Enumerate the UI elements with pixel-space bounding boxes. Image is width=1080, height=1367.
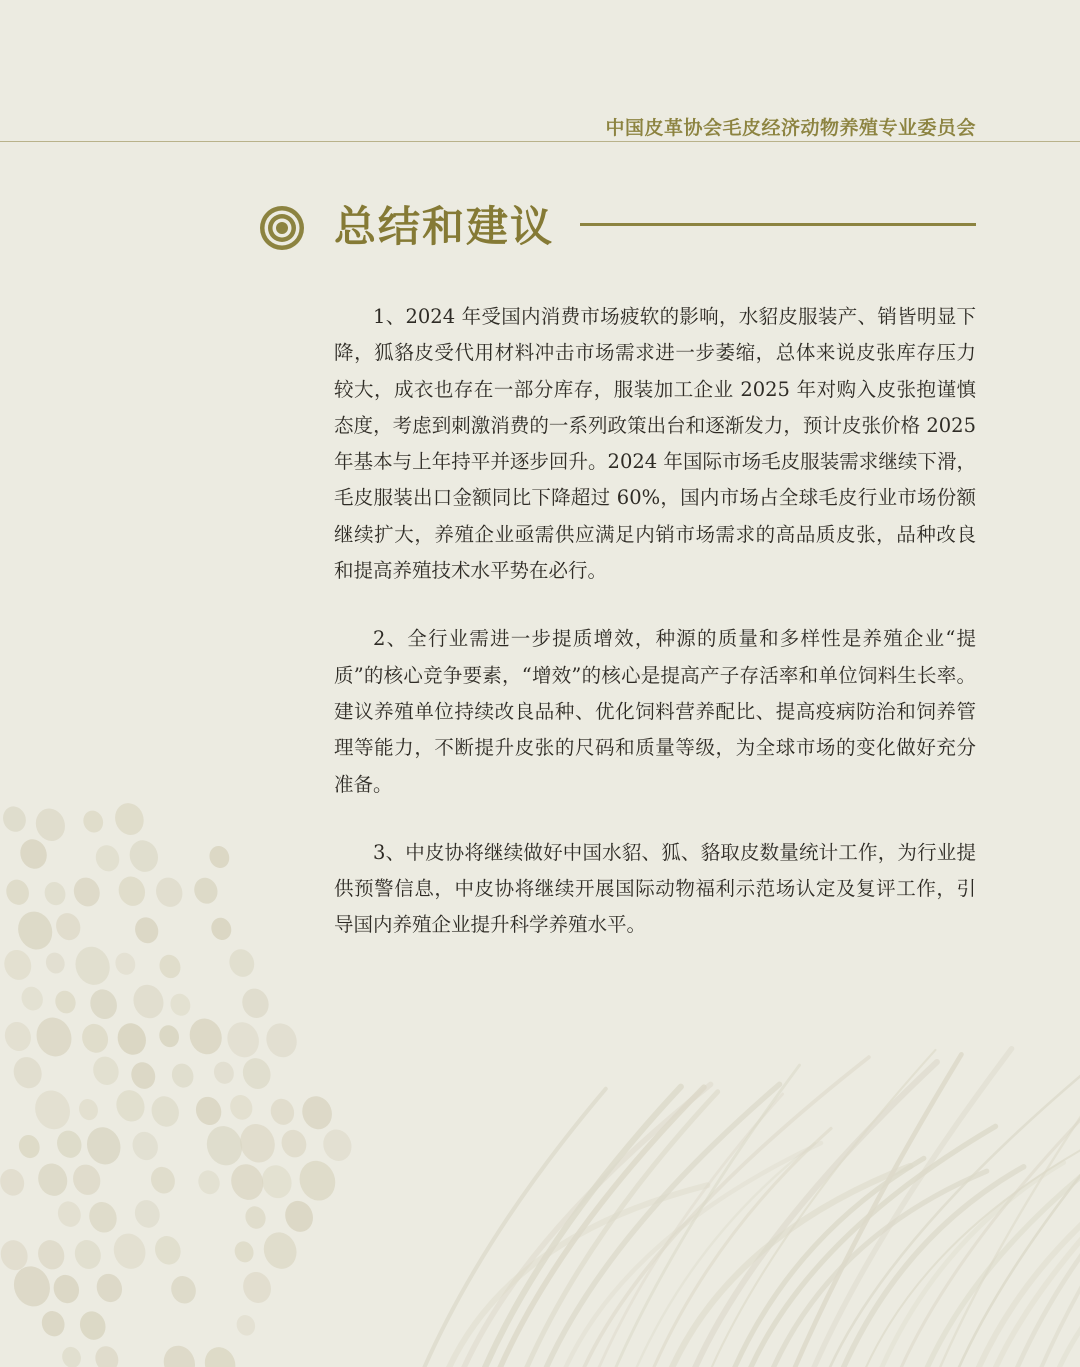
decor-dot (31, 804, 69, 845)
decor-dot (152, 874, 187, 911)
decor-dot (43, 950, 68, 976)
decor-dot (129, 1128, 162, 1163)
decor-dot (70, 942, 115, 990)
decor-dot (76, 1096, 101, 1122)
decor-dot (82, 1122, 126, 1169)
decor-dot (125, 836, 162, 876)
decor-dot (147, 1092, 183, 1130)
decor-dot (169, 1061, 197, 1091)
decor-dot (211, 1059, 237, 1087)
decor-dot (30, 1086, 76, 1135)
decor-dot (128, 1059, 159, 1092)
decor-dot (191, 874, 221, 907)
decor-dot (16, 836, 51, 873)
decor-dot (111, 799, 148, 839)
decor-dot (226, 946, 259, 981)
decor-dot (115, 873, 150, 910)
decor-dot (80, 808, 106, 836)
decor-dot (54, 1198, 84, 1230)
header-organization: 中国皮革协会毛皮经济动物养殖专业委员会 (605, 117, 976, 139)
decor-dot (89, 1053, 122, 1089)
decor-dot (59, 1344, 84, 1367)
decor-dot (281, 1197, 317, 1236)
decor-stroke (496, 1087, 704, 1367)
decor-dot (71, 1236, 105, 1272)
concentric-circles-icon (258, 204, 306, 252)
decor-dot (167, 1273, 199, 1307)
section-title: 总结和建议 (334, 202, 555, 251)
decor-dot (151, 1232, 185, 1268)
decor-dot (34, 1236, 68, 1273)
decor-dot (109, 1229, 150, 1273)
decor-dot (235, 1119, 280, 1167)
decor-dot (206, 843, 232, 871)
decor-dot (222, 1018, 263, 1062)
decor-dot (52, 910, 84, 944)
decor-dot (208, 915, 234, 943)
decor-dot (167, 991, 193, 1019)
paragraph-1: 1、2024 年受国内消费市场疲软的影响，水貂皮服装产、销皆明显下降，狐貉皮受代用材料冲击市场需求进一步萎缩，总体来说皮张库存压力较大，成衣也存在一部分库存，服装加工企业 2025 年对购入皮张抱谨慎态度，考虑到刺激消费的一系列政策出台和逐渐发力，预计皮张价格 2025 年基本与上年持平并逐步回升。2024 年国际市场毛皮服装需求继续下滑，毛皮服装出口金额同比下降超过 60%，国内市场占全球毛皮行业市场份额继续扩大，养殖企业亟需供应满足内销市场需求的高品质皮张，品种改良和提高养殖技术水平势在必行。 (334, 305, 976, 583)
decor-dot (0, 1166, 28, 1200)
decor-dot (262, 1019, 302, 1061)
decor-dot (242, 1203, 268, 1231)
decor-dot (34, 1159, 72, 1200)
decor-stroke (420, 1089, 606, 1367)
decor-dot (267, 1095, 298, 1128)
decor-dot (234, 1312, 258, 1338)
decor-dot (92, 1343, 122, 1367)
decor-dot (52, 988, 79, 1016)
header-divider (0, 141, 1080, 142)
decor-dot (147, 1164, 178, 1197)
decor-dot (50, 1271, 83, 1306)
decor-stroke (810, 1049, 1012, 1367)
decor-stroke (612, 1065, 800, 1367)
decor-dot (0, 803, 29, 835)
decor-dot (76, 1308, 110, 1344)
decor-dot (319, 1126, 356, 1165)
decor-dot (238, 985, 273, 1022)
decor-dot (92, 842, 123, 875)
decor-dot (131, 1197, 163, 1232)
decor-dot (93, 1270, 126, 1305)
decor-dot (278, 1126, 310, 1161)
paragraph-2: 2、全行业需进一步提质增效，种源的质量和多样性是养殖企业“提质”的核心竞争要素，“增效”的核心是提高产子存活率和单位饲料生长率。建议养殖单位持续改良品种、优化饲料营养配比、提高疫病防治和饲养管理等能力，不断提升皮张的尺码和质量等级，为全球市场的变化做好充分准备。 (334, 627, 976, 796)
decor-dot (31, 1013, 77, 1062)
decor-dot (53, 1127, 85, 1161)
decor-dot (226, 1160, 268, 1205)
decor-dot (200, 1343, 240, 1367)
decor-stroke (955, 1041, 1080, 1367)
decor-dot (112, 1086, 149, 1125)
decor-dot (131, 914, 161, 946)
decor-dot (239, 1054, 275, 1093)
decor-dot (70, 874, 104, 910)
decor-dot (86, 986, 121, 1023)
decor-stroke (1013, 1127, 1080, 1367)
decor-dot (259, 1228, 302, 1274)
decor-dot (1, 1018, 35, 1054)
decor-dot (0, 946, 35, 984)
decor-dot (69, 1161, 105, 1199)
decor-dot (257, 1161, 296, 1202)
decor-dot (195, 1167, 223, 1197)
paragraph-3: 3、中皮协将继续做好中国水貂、狐、貉取皮数量统计工作，为行业提供预警信息，中皮协将继续开展国际动物福利示范场认定及复评工作，引导国内养殖企业提升科学养殖水平。 (334, 840, 976, 937)
decor-dot (112, 950, 138, 978)
decor-dot (9, 1053, 46, 1092)
decor-dot (239, 1268, 275, 1307)
decor-dot (192, 1093, 225, 1128)
decor-dot (129, 981, 168, 1023)
decor-dot (185, 1014, 227, 1059)
decor-dot (159, 1341, 200, 1367)
decor-dot (78, 1020, 112, 1056)
decor-dot (113, 1019, 150, 1059)
decor-stroke (1037, 1068, 1080, 1367)
decor-dot (227, 1092, 256, 1123)
decor-dot (294, 1156, 341, 1206)
decor-dot (156, 952, 183, 981)
decor-stroke (975, 1139, 1080, 1367)
decor-dot (298, 1092, 337, 1133)
decor-dot (232, 1239, 257, 1265)
decor-dot (13, 907, 58, 955)
body-text (334, 299, 976, 976)
decor-dot (41, 879, 68, 908)
decor-dot (18, 984, 46, 1014)
title-divider (580, 223, 976, 226)
decor-dot (156, 1022, 182, 1050)
decor-dot (16, 1132, 43, 1161)
decor-dot (3, 876, 33, 908)
decor-dot (38, 1308, 68, 1340)
decor-dot (85, 1198, 121, 1236)
